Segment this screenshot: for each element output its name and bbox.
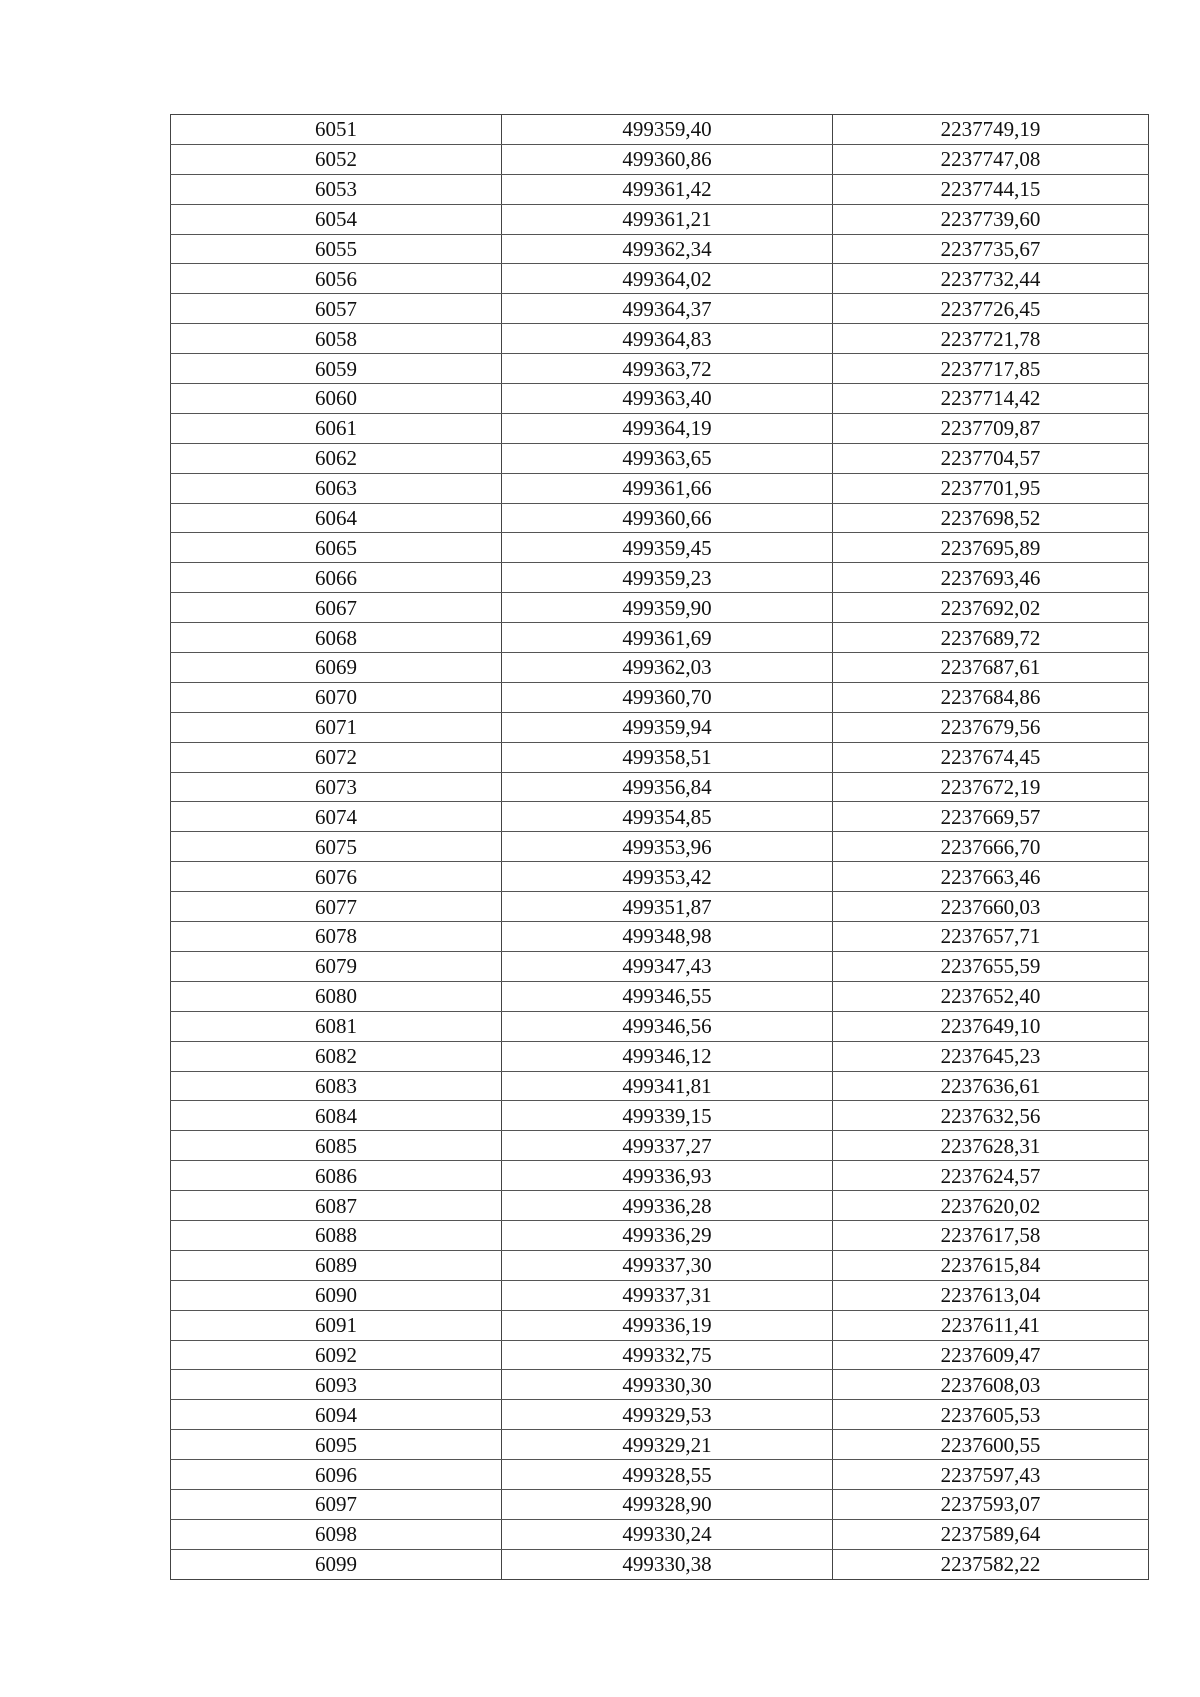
x-coordinate-cell: 499362,34: [502, 234, 833, 264]
table-row: [171, 1250, 1149, 1280]
table-row: [171, 682, 1149, 712]
y-coordinate-cell: 2237617,58: [833, 1220, 1149, 1250]
x-coordinate-cell: 499351,87: [502, 892, 833, 922]
x-coordinate-cell: 499353,42: [502, 862, 833, 892]
y-coordinate-cell: 2237684,86: [833, 682, 1149, 712]
y-coordinate-cell: 2237717,85: [833, 354, 1149, 384]
point-number-cell: 6075: [171, 832, 502, 862]
table-row: [171, 144, 1149, 174]
point-number-cell: 6070: [171, 682, 502, 712]
table-row: [171, 294, 1149, 324]
x-coordinate-cell: 499346,55: [502, 981, 833, 1011]
table-row: [171, 862, 1149, 892]
x-coordinate-cell: 499339,15: [502, 1101, 833, 1131]
table-row: [171, 1280, 1149, 1310]
y-coordinate-cell: 2237593,07: [833, 1489, 1149, 1519]
point-number-cell: 6088: [171, 1220, 502, 1250]
x-coordinate-cell: 499359,94: [502, 712, 833, 742]
x-coordinate-cell: 499346,12: [502, 1041, 833, 1071]
point-number-cell: 6087: [171, 1191, 502, 1221]
table-row: [171, 324, 1149, 354]
table-row: [171, 1191, 1149, 1221]
y-coordinate-cell: 2237693,46: [833, 563, 1149, 593]
x-coordinate-cell: 499360,86: [502, 144, 833, 174]
x-coordinate-cell: 499359,90: [502, 593, 833, 623]
y-coordinate-cell: 2237655,59: [833, 951, 1149, 981]
point-number-cell: 6083: [171, 1071, 502, 1101]
table-row: [171, 1400, 1149, 1430]
table-row: [171, 384, 1149, 414]
x-coordinate-cell: 499361,69: [502, 623, 833, 653]
table-row: [171, 1071, 1149, 1101]
table-row: [171, 802, 1149, 832]
table-row: [171, 1489, 1149, 1519]
point-number-cell: 6098: [171, 1519, 502, 1549]
point-number-cell: 6078: [171, 922, 502, 952]
point-number-cell: 6099: [171, 1549, 502, 1579]
y-coordinate-cell: 2237695,89: [833, 533, 1149, 563]
y-coordinate-cell: 2237672,19: [833, 772, 1149, 802]
y-coordinate-cell: 2237744,15: [833, 174, 1149, 204]
table-row: [171, 174, 1149, 204]
y-coordinate-cell: 2237645,23: [833, 1041, 1149, 1071]
coordinates-table-body: [171, 115, 1149, 1580]
y-coordinate-cell: 2237628,31: [833, 1131, 1149, 1161]
point-number-cell: 6072: [171, 742, 502, 772]
y-coordinate-cell: 2237605,53: [833, 1400, 1149, 1430]
y-coordinate-cell: 2237698,52: [833, 503, 1149, 533]
y-coordinate-cell: 2237624,57: [833, 1161, 1149, 1191]
point-number-cell: 6058: [171, 324, 502, 354]
point-number-cell: 6057: [171, 294, 502, 324]
x-coordinate-cell: 499360,70: [502, 682, 833, 712]
y-coordinate-cell: 2237652,40: [833, 981, 1149, 1011]
point-number-cell: 6073: [171, 772, 502, 802]
x-coordinate-cell: 499336,28: [502, 1191, 833, 1221]
point-number-cell: 6053: [171, 174, 502, 204]
x-coordinate-cell: 499361,42: [502, 174, 833, 204]
y-coordinate-cell: 2237704,57: [833, 443, 1149, 473]
point-number-cell: 6052: [171, 144, 502, 174]
table-row: [171, 742, 1149, 772]
table-row: [171, 623, 1149, 653]
point-number-cell: 6086: [171, 1161, 502, 1191]
table-row: [171, 1101, 1149, 1131]
coordinates-table: [170, 114, 1149, 1580]
x-coordinate-cell: 499360,66: [502, 503, 833, 533]
x-coordinate-cell: 499328,55: [502, 1460, 833, 1490]
table-row: [171, 533, 1149, 563]
table-row: [171, 951, 1149, 981]
x-coordinate-cell: 499361,66: [502, 473, 833, 503]
table-row: [171, 115, 1149, 145]
x-coordinate-cell: 499359,40: [502, 115, 833, 145]
table-row: [171, 922, 1149, 952]
x-coordinate-cell: 499363,72: [502, 354, 833, 384]
x-coordinate-cell: 499347,43: [502, 951, 833, 981]
y-coordinate-cell: 2237632,56: [833, 1101, 1149, 1131]
table-row: [171, 354, 1149, 384]
point-number-cell: 6065: [171, 533, 502, 563]
x-coordinate-cell: 499356,84: [502, 772, 833, 802]
table-row: [171, 1011, 1149, 1041]
x-coordinate-cell: 499361,21: [502, 204, 833, 234]
point-number-cell: 6076: [171, 862, 502, 892]
table-row: [171, 1370, 1149, 1400]
y-coordinate-cell: 2237660,03: [833, 892, 1149, 922]
y-coordinate-cell: 2237689,72: [833, 623, 1149, 653]
point-number-cell: 6080: [171, 981, 502, 1011]
x-coordinate-cell: 499330,30: [502, 1370, 833, 1400]
y-coordinate-cell: 2237608,03: [833, 1370, 1149, 1400]
table-row: [171, 443, 1149, 473]
table-row: [171, 1310, 1149, 1340]
table-row: [171, 473, 1149, 503]
y-coordinate-cell: 2237687,61: [833, 653, 1149, 683]
y-coordinate-cell: 2237600,55: [833, 1430, 1149, 1460]
x-coordinate-cell: 499329,21: [502, 1430, 833, 1460]
y-coordinate-cell: 2237613,04: [833, 1280, 1149, 1310]
x-coordinate-cell: 499364,02: [502, 264, 833, 294]
y-coordinate-cell: 2237726,45: [833, 294, 1149, 324]
point-number-cell: 6067: [171, 593, 502, 623]
point-number-cell: 6060: [171, 384, 502, 414]
x-coordinate-cell: 499362,03: [502, 653, 833, 683]
table-row: [171, 264, 1149, 294]
point-number-cell: 6091: [171, 1310, 502, 1340]
table-row: [171, 1131, 1149, 1161]
table-row: [171, 1161, 1149, 1191]
point-number-cell: 6093: [171, 1370, 502, 1400]
table-row: [171, 1220, 1149, 1250]
y-coordinate-cell: 2237749,19: [833, 115, 1149, 145]
x-coordinate-cell: 499346,56: [502, 1011, 833, 1041]
table-row: [171, 1460, 1149, 1490]
x-coordinate-cell: 499359,23: [502, 563, 833, 593]
y-coordinate-cell: 2237669,57: [833, 802, 1149, 832]
table-row: [171, 1519, 1149, 1549]
point-number-cell: 6061: [171, 413, 502, 443]
x-coordinate-cell: 499329,53: [502, 1400, 833, 1430]
y-coordinate-cell: 2237735,67: [833, 234, 1149, 264]
y-coordinate-cell: 2237611,41: [833, 1310, 1149, 1340]
y-coordinate-cell: 2237657,71: [833, 922, 1149, 952]
y-coordinate-cell: 2237674,45: [833, 742, 1149, 772]
x-coordinate-cell: 499363,65: [502, 443, 833, 473]
table-row: [171, 653, 1149, 683]
x-coordinate-cell: 499328,90: [502, 1489, 833, 1519]
x-coordinate-cell: 499363,40: [502, 384, 833, 414]
x-coordinate-cell: 499341,81: [502, 1071, 833, 1101]
table-row: [171, 563, 1149, 593]
y-coordinate-cell: 2237709,87: [833, 413, 1149, 443]
point-number-cell: 6084: [171, 1101, 502, 1131]
y-coordinate-cell: 2237620,02: [833, 1191, 1149, 1221]
y-coordinate-cell: 2237649,10: [833, 1011, 1149, 1041]
table-row: [171, 892, 1149, 922]
table-row: [171, 204, 1149, 234]
point-number-cell: 6062: [171, 443, 502, 473]
y-coordinate-cell: 2237701,95: [833, 473, 1149, 503]
x-coordinate-cell: 499364,19: [502, 413, 833, 443]
table-row: [171, 1430, 1149, 1460]
table-row: [171, 832, 1149, 862]
x-coordinate-cell: 499358,51: [502, 742, 833, 772]
table-row: [171, 1340, 1149, 1370]
x-coordinate-cell: 499364,83: [502, 324, 833, 354]
point-number-cell: 6096: [171, 1460, 502, 1490]
point-number-cell: 6056: [171, 264, 502, 294]
x-coordinate-cell: 499348,98: [502, 922, 833, 952]
y-coordinate-cell: 2237666,70: [833, 832, 1149, 862]
point-number-cell: 6085: [171, 1131, 502, 1161]
point-number-cell: 6095: [171, 1430, 502, 1460]
y-coordinate-cell: 2237597,43: [833, 1460, 1149, 1490]
point-number-cell: 6059: [171, 354, 502, 384]
y-coordinate-cell: 2237739,60: [833, 204, 1149, 234]
point-number-cell: 6068: [171, 623, 502, 653]
point-number-cell: 6092: [171, 1340, 502, 1370]
table-row: [171, 772, 1149, 802]
x-coordinate-cell: 499359,45: [502, 533, 833, 563]
x-coordinate-cell: 499336,29: [502, 1220, 833, 1250]
x-coordinate-cell: 499330,24: [502, 1519, 833, 1549]
y-coordinate-cell: 2237615,84: [833, 1250, 1149, 1280]
table-row: [171, 503, 1149, 533]
point-number-cell: 6054: [171, 204, 502, 234]
x-coordinate-cell: 499332,75: [502, 1340, 833, 1370]
point-number-cell: 6082: [171, 1041, 502, 1071]
point-number-cell: 6079: [171, 951, 502, 981]
table-row: [171, 981, 1149, 1011]
y-coordinate-cell: 2237636,61: [833, 1071, 1149, 1101]
point-number-cell: 6064: [171, 503, 502, 533]
x-coordinate-cell: 499337,30: [502, 1250, 833, 1280]
y-coordinate-cell: 2237714,42: [833, 384, 1149, 414]
y-coordinate-cell: 2237663,46: [833, 862, 1149, 892]
y-coordinate-cell: 2237609,47: [833, 1340, 1149, 1370]
table-row: [171, 1549, 1149, 1579]
y-coordinate-cell: 2237679,56: [833, 712, 1149, 742]
y-coordinate-cell: 2237747,08: [833, 144, 1149, 174]
x-coordinate-cell: 499353,96: [502, 832, 833, 862]
table-row: [171, 234, 1149, 264]
x-coordinate-cell: 499336,19: [502, 1310, 833, 1340]
point-number-cell: 6066: [171, 563, 502, 593]
x-coordinate-cell: 499364,37: [502, 294, 833, 324]
x-coordinate-cell: 499337,31: [502, 1280, 833, 1310]
y-coordinate-cell: 2237582,22: [833, 1549, 1149, 1579]
table-row: [171, 413, 1149, 443]
y-coordinate-cell: 2237589,64: [833, 1519, 1149, 1549]
point-number-cell: 6090: [171, 1280, 502, 1310]
point-number-cell: 6063: [171, 473, 502, 503]
point-number-cell: 6077: [171, 892, 502, 922]
point-number-cell: 6071: [171, 712, 502, 742]
table-row: [171, 1041, 1149, 1071]
point-number-cell: 6051: [171, 115, 502, 145]
table-row: [171, 593, 1149, 623]
table-row: [171, 712, 1149, 742]
x-coordinate-cell: 499330,38: [502, 1549, 833, 1579]
x-coordinate-cell: 499354,85: [502, 802, 833, 832]
point-number-cell: 6074: [171, 802, 502, 832]
point-number-cell: 6094: [171, 1400, 502, 1430]
y-coordinate-cell: 2237721,78: [833, 324, 1149, 354]
point-number-cell: 6089: [171, 1250, 502, 1280]
point-number-cell: 6069: [171, 653, 502, 683]
x-coordinate-cell: 499336,93: [502, 1161, 833, 1191]
x-coordinate-cell: 499337,27: [502, 1131, 833, 1161]
point-number-cell: 6055: [171, 234, 502, 264]
point-number-cell: 6081: [171, 1011, 502, 1041]
y-coordinate-cell: 2237692,02: [833, 593, 1149, 623]
point-number-cell: 6097: [171, 1489, 502, 1519]
y-coordinate-cell: 2237732,44: [833, 264, 1149, 294]
